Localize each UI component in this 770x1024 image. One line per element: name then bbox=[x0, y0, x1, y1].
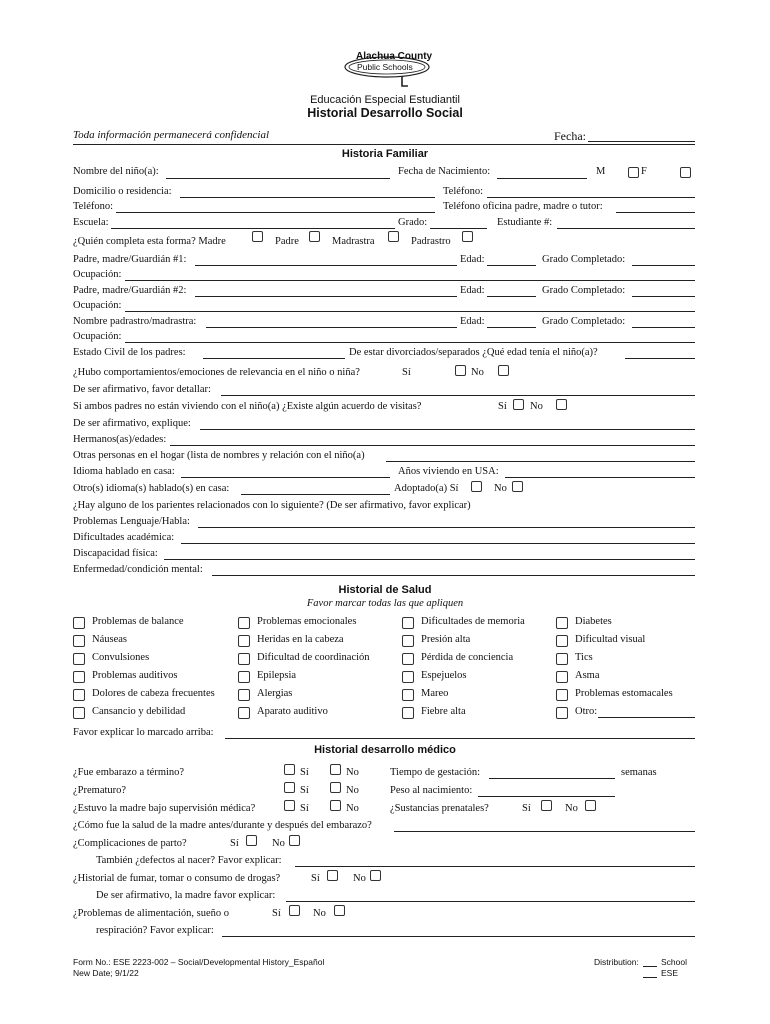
visitas-no-label: No bbox=[530, 401, 543, 412]
padrastro-field[interactable] bbox=[206, 327, 457, 328]
supervision-no-label: No bbox=[346, 803, 359, 814]
health-checkbox-4-3[interactable] bbox=[556, 653, 568, 665]
fisica-label: Discapacidad física: bbox=[73, 548, 158, 559]
adoptado-label: Adoptado(a) Sí bbox=[394, 483, 459, 494]
health-label-3-4: Espejuelos bbox=[421, 670, 467, 681]
sustancias-si-checkbox[interactable] bbox=[541, 800, 552, 811]
embarazo-label: ¿Fue embarazo a término? bbox=[73, 767, 185, 778]
logo-line2: Public Schools bbox=[357, 62, 413, 72]
hubo-no-label: No bbox=[471, 367, 484, 378]
civil-label: Estado Civil de los padres: bbox=[73, 347, 186, 358]
g1-grado-label: Grado Completado: bbox=[542, 254, 626, 265]
g1-edad-field[interactable] bbox=[487, 265, 536, 266]
g2-edad-label: Edad: bbox=[460, 285, 485, 296]
ese-blank[interactable] bbox=[643, 977, 657, 978]
ocup3-field[interactable] bbox=[125, 342, 695, 343]
quien-label: ¿Quién completa esta forma? Madre bbox=[73, 236, 226, 247]
health-label-3-6: Fiebre alta bbox=[421, 706, 466, 717]
visitas-no-checkbox[interactable] bbox=[556, 399, 567, 410]
embarazo-si-checkbox[interactable] bbox=[284, 764, 295, 775]
madre-checkbox[interactable] bbox=[252, 231, 263, 242]
escuela-field[interactable] bbox=[111, 228, 395, 229]
fnac-field[interactable] bbox=[497, 178, 587, 179]
salud-heading: Historial de Salud bbox=[338, 584, 432, 596]
p3-edad-field[interactable] bbox=[487, 327, 536, 328]
domicilio-label: Domicilio o residencia: bbox=[73, 186, 172, 197]
school-blank[interactable] bbox=[643, 966, 657, 967]
fumar-si-checkbox[interactable] bbox=[327, 870, 338, 881]
health-label-4-4: Asma bbox=[575, 670, 600, 681]
familia-heading: Historia Familiar bbox=[341, 148, 429, 160]
prematuro-si-label: Sí bbox=[300, 785, 309, 796]
health-label-2-6: Aparato auditivo bbox=[257, 706, 328, 717]
fumar-si-label: Sí bbox=[311, 873, 320, 884]
p3-edad-label: Edad: bbox=[460, 316, 485, 327]
grado-field[interactable] bbox=[430, 228, 487, 229]
ocup2-field[interactable] bbox=[125, 311, 695, 312]
hubo-si-checkbox[interactable] bbox=[455, 365, 466, 376]
lenguaje-field[interactable] bbox=[198, 527, 695, 528]
visitas-si-checkbox[interactable] bbox=[513, 399, 524, 410]
mental-label: Enfermedad/condición mental: bbox=[73, 564, 203, 575]
medico-heading: Historial desarrollo médico bbox=[314, 744, 456, 756]
parto-no-checkbox[interactable] bbox=[289, 835, 300, 846]
explicar-field[interactable] bbox=[225, 738, 695, 739]
padre-label: Padre bbox=[275, 236, 299, 247]
health-checkbox-1-3[interactable] bbox=[73, 653, 85, 665]
fecha-field[interactable] bbox=[588, 141, 695, 142]
otras-label: Otras personas en el hogar (lista de nombres y relación con el niño(a) bbox=[73, 450, 365, 461]
parto-label: ¿Complicaciones de parto? bbox=[73, 838, 187, 849]
hubo-si-label: Sí bbox=[402, 367, 411, 378]
health-label-4-3: Tics bbox=[575, 652, 593, 663]
embarazo-no-checkbox[interactable] bbox=[330, 764, 341, 775]
fumar-no-label: No bbox=[353, 873, 366, 884]
explique-label: De ser afirmativo, explique: bbox=[73, 418, 191, 429]
health-checkbox-1-4[interactable] bbox=[73, 671, 85, 683]
health-label-3-2: Presión alta bbox=[421, 634, 471, 645]
g1-field[interactable] bbox=[195, 265, 457, 266]
visitas-si-label: Sí bbox=[498, 401, 507, 412]
health-checkbox-2-5[interactable] bbox=[238, 689, 250, 701]
sustancias-label: ¿Sustancias prenatales? bbox=[390, 803, 489, 814]
defectos-field[interactable] bbox=[295, 866, 695, 867]
hermanos-label: Hermanos(as)/edades: bbox=[73, 434, 167, 445]
health-checkbox-1-5[interactable] bbox=[73, 689, 85, 701]
alimentacion-label: ¿Problemas de alimentación, sueño o bbox=[73, 908, 229, 919]
divorciados-label: De estar divorciados/separados ¿Qué edad tenía el niño(a)? bbox=[349, 347, 598, 358]
health-checkbox-3-2[interactable] bbox=[402, 635, 414, 647]
health-label-2-5: Alergias bbox=[257, 688, 293, 699]
telefono1-field[interactable] bbox=[487, 197, 695, 198]
escuela-label: Escuela: bbox=[73, 217, 109, 228]
health-label-1-5: Dolores de cabeza frecuentes bbox=[92, 688, 215, 699]
alimentacion-si-checkbox[interactable] bbox=[289, 905, 300, 916]
org-name: Educación Especial Estudiantil bbox=[310, 94, 460, 106]
footer-ese: ESE bbox=[661, 968, 679, 978]
health-label-1-2: Náuseas bbox=[92, 634, 127, 645]
otros-idiomas-field[interactable] bbox=[241, 494, 390, 495]
g1-edad-label: Edad: bbox=[460, 254, 485, 265]
form-title: Historial Desarrollo Social bbox=[307, 106, 463, 120]
supervision-si-label: Sí bbox=[300, 803, 309, 814]
detallar-label: De ser afirmativo, favor detallar: bbox=[73, 384, 211, 395]
health-label-1-6: Cansancio y debilidad bbox=[92, 706, 186, 717]
g2-grado-field[interactable] bbox=[632, 296, 695, 297]
health-checkbox-3-6[interactable] bbox=[402, 707, 414, 719]
madrastra-label: Madrastra bbox=[332, 236, 375, 247]
alimentacion-no-checkbox[interactable] bbox=[334, 905, 345, 916]
gestacion-field[interactable] bbox=[489, 778, 615, 779]
semanas-label: semanas bbox=[621, 767, 657, 778]
telefono2-label: Teléfono: bbox=[73, 201, 114, 212]
civil-field[interactable] bbox=[203, 358, 345, 359]
health-checkbox-4-1[interactable] bbox=[556, 617, 568, 629]
lenguaje-label: Problemas Lenguaje/Habla: bbox=[73, 516, 190, 527]
g2-edad-field[interactable] bbox=[487, 296, 536, 297]
f-checkbox[interactable] bbox=[680, 167, 691, 178]
madre-explicar-field[interactable] bbox=[286, 901, 695, 902]
confidential-note: Toda información permanecerá confidencial bbox=[73, 129, 270, 141]
health-checkbox-3-1[interactable] bbox=[402, 617, 414, 629]
p3-grado-label: Grado Completado: bbox=[542, 316, 626, 327]
ocup1-label: Ocupación: bbox=[73, 269, 122, 280]
g1-grado-field[interactable] bbox=[632, 265, 695, 266]
footer-school: School bbox=[661, 957, 687, 967]
salud-madre-field[interactable] bbox=[394, 831, 695, 832]
alimentacion-no-label: No bbox=[313, 908, 326, 919]
salud-madre-label: ¿Cómo fue la salud de la madre antes/durante y después del embarazo? bbox=[73, 820, 372, 831]
idioma-field[interactable] bbox=[181, 477, 390, 478]
otro-field[interactable] bbox=[598, 717, 695, 718]
grado-label: Grado: bbox=[398, 217, 428, 228]
prematuro-no-checkbox[interactable] bbox=[330, 782, 341, 793]
health-checkbox-2-6[interactable] bbox=[238, 707, 250, 719]
health-checkbox-3-3[interactable] bbox=[402, 653, 414, 665]
health-checkbox-2-1[interactable] bbox=[238, 617, 250, 629]
g1-label: Padre, madre/Guardián #1: bbox=[73, 254, 187, 265]
health-label-1-3: Convulsiones bbox=[92, 652, 150, 663]
otras-field[interactable] bbox=[386, 461, 695, 462]
g2-field[interactable] bbox=[195, 296, 457, 297]
fecha-label: Fecha: bbox=[554, 129, 586, 143]
nombre-label: Nombre del niño(a): bbox=[73, 166, 159, 177]
nombre-field[interactable] bbox=[166, 178, 390, 179]
supervision-label: ¿Estuvo la madre bajo supervisión médica? bbox=[73, 803, 256, 814]
anos-label: Años viviendo en USA: bbox=[398, 466, 499, 477]
adoptado-no-label: No bbox=[494, 483, 507, 494]
f-label: F bbox=[641, 166, 647, 177]
health-label-4-5: Problemas estomacales bbox=[575, 688, 673, 699]
supervision-no-checkbox[interactable] bbox=[330, 800, 341, 811]
health-label-4-1: Diabetes bbox=[575, 616, 612, 627]
ocup1-field[interactable] bbox=[125, 280, 695, 281]
m-checkbox[interactable] bbox=[628, 167, 639, 178]
health-checkbox-3-5[interactable] bbox=[402, 689, 414, 701]
fisica-field[interactable] bbox=[164, 559, 695, 560]
anos-field[interactable] bbox=[505, 477, 695, 478]
academica-label: Dificultades académica: bbox=[73, 532, 175, 543]
parto-no-label: No bbox=[272, 838, 285, 849]
g2-grado-label: Grado Completado: bbox=[542, 285, 626, 296]
prematuro-no-label: No bbox=[346, 785, 359, 796]
padrastro-checkbox[interactable] bbox=[462, 231, 473, 242]
explique-field[interactable] bbox=[200, 429, 695, 430]
padre-checkbox[interactable] bbox=[309, 231, 320, 242]
estudiante-field[interactable] bbox=[557, 228, 695, 229]
adoptado-si-checkbox[interactable] bbox=[471, 481, 482, 492]
peso-label: Peso al nacimiento: bbox=[390, 785, 473, 796]
sustancias-si-label: Sí bbox=[522, 803, 531, 814]
health-label-2-1: Problemas emocionales bbox=[257, 616, 357, 627]
ocup3-label: Ocupación: bbox=[73, 331, 122, 342]
telefono2-field[interactable] bbox=[116, 212, 435, 213]
health-label-1-4: Problemas auditivos bbox=[92, 670, 178, 681]
sustancias-no-checkbox[interactable] bbox=[585, 800, 596, 811]
tel-oficina-field[interactable] bbox=[616, 212, 695, 213]
parto-si-label: Sí bbox=[230, 838, 239, 849]
telefono1-label: Teléfono: bbox=[443, 186, 484, 197]
health-checkbox-2-2[interactable] bbox=[238, 635, 250, 647]
health-label-1-1: Problemas de balance bbox=[92, 616, 184, 627]
fumar-label: ¿Historial de fumar, tomar o consumo de drogas? bbox=[73, 873, 281, 884]
health-checkbox-4-2[interactable] bbox=[556, 635, 568, 647]
tel-oficina-label: Teléfono oficina padre, madre o tutor: bbox=[443, 201, 603, 212]
district-logo bbox=[342, 50, 432, 92]
respiracion-field[interactable] bbox=[222, 936, 695, 937]
respiracion-label: respiración? Favor explicar: bbox=[96, 925, 214, 936]
health-checkbox-3-4[interactable] bbox=[402, 671, 414, 683]
visitas-label: Si ambos padres no están viviendo con el niño(a) ¿Existe algún acuerdo de visitas? bbox=[73, 401, 422, 412]
logo-line1: Alachua County bbox=[356, 51, 433, 62]
m-label: M bbox=[596, 166, 606, 177]
header-rule bbox=[73, 144, 695, 145]
alimentacion-si-label: Sí bbox=[272, 908, 281, 919]
health-label-2-4: Epilepsia bbox=[257, 670, 297, 681]
footer-distribution: Distribution: bbox=[594, 957, 639, 967]
health-checkbox-4-4[interactable] bbox=[556, 671, 568, 683]
embarazo-no-label: No bbox=[346, 767, 359, 778]
health-label-2-3: Dificultad de coordinación bbox=[257, 652, 370, 663]
otros-idiomas-label: Otro(s) idioma(s) hablado(s) en casa: bbox=[73, 483, 230, 494]
health-checkbox-1-1[interactable] bbox=[73, 617, 85, 629]
madre-explicar-label: De ser afirmativo, la madre favor explicar: bbox=[96, 890, 276, 901]
adoptado-no-checkbox[interactable] bbox=[512, 481, 523, 492]
prematuro-si-checkbox[interactable] bbox=[284, 782, 295, 793]
padrastro-line-label: Nombre padrastro/madrastra: bbox=[73, 316, 197, 327]
health-checkbox-1-2[interactable] bbox=[73, 635, 85, 647]
divorciados-field[interactable] bbox=[625, 358, 695, 359]
p3-grado-field[interactable] bbox=[632, 327, 695, 328]
madrastra-checkbox[interactable] bbox=[388, 231, 399, 242]
hermanos-field[interactable] bbox=[170, 445, 695, 446]
detallar-field[interactable] bbox=[221, 395, 695, 396]
supervision-si-checkbox[interactable] bbox=[284, 800, 295, 811]
footer-date: New Date; 9/1/22 bbox=[73, 968, 139, 978]
embarazo-si-label: Sí bbox=[300, 767, 309, 778]
sustancias-no-label: No bbox=[565, 803, 578, 814]
salud-subheading: Favor marcar todas las que apliquen bbox=[306, 598, 464, 609]
health-checkbox-2-4[interactable] bbox=[238, 671, 250, 683]
health-label-3-5: Mareo bbox=[421, 688, 449, 699]
health-checkbox-2-3[interactable] bbox=[238, 653, 250, 665]
academica-field[interactable] bbox=[181, 543, 695, 544]
peso-field[interactable] bbox=[478, 796, 615, 797]
footer-form: Form No.: ESE 2223-002 – Social/Developmental History_Español bbox=[73, 957, 325, 967]
padrastro-label: Padrastro bbox=[411, 236, 451, 247]
ocup2-label: Ocupación: bbox=[73, 300, 122, 311]
domicilio-field[interactable] bbox=[180, 197, 435, 198]
health-checkbox-4-5[interactable] bbox=[556, 689, 568, 701]
parto-si-checkbox[interactable] bbox=[246, 835, 257, 846]
hubo-label: ¿Hubo comportamientos/emociones de relevancia en el niño o niña? bbox=[73, 367, 360, 378]
hubo-no-checkbox[interactable] bbox=[498, 365, 509, 376]
gestacion-label: Tiempo de gestación: bbox=[390, 767, 481, 778]
health-label-2-2: Heridas en la cabeza bbox=[257, 634, 344, 645]
idioma-label: Idioma hablado en casa: bbox=[73, 466, 175, 477]
estudiante-label: Estudiante #: bbox=[497, 217, 553, 228]
prematuro-label: ¿Prematuro? bbox=[73, 785, 127, 796]
parientes-label: ¿Hay alguno de los parientes relacionados con lo siguiente? (De ser afirmativo, favor explicar) bbox=[73, 500, 471, 511]
fumar-no-checkbox[interactable] bbox=[370, 870, 381, 881]
health-label-4-2: Dificultad visual bbox=[575, 634, 646, 645]
mental-field[interactable] bbox=[212, 575, 695, 576]
g2-label: Padre, madre/Guardián #2: bbox=[73, 285, 187, 296]
health-label-3-3: Pérdida de conciencia bbox=[421, 652, 514, 663]
health-checkbox-4-6[interactable] bbox=[556, 707, 568, 719]
health-label-3-1: Dificultades de memoria bbox=[421, 616, 525, 627]
health-label-4-6: Otro: bbox=[575, 706, 598, 717]
fnac-label: Fecha de Nacimiento: bbox=[398, 166, 491, 177]
health-checkbox-1-6[interactable] bbox=[73, 707, 85, 719]
explicar-label: Favor explicar lo marcado arriba: bbox=[73, 727, 214, 738]
defectos-label: También ¿defectos al nacer? Favor explicar: bbox=[96, 855, 282, 866]
